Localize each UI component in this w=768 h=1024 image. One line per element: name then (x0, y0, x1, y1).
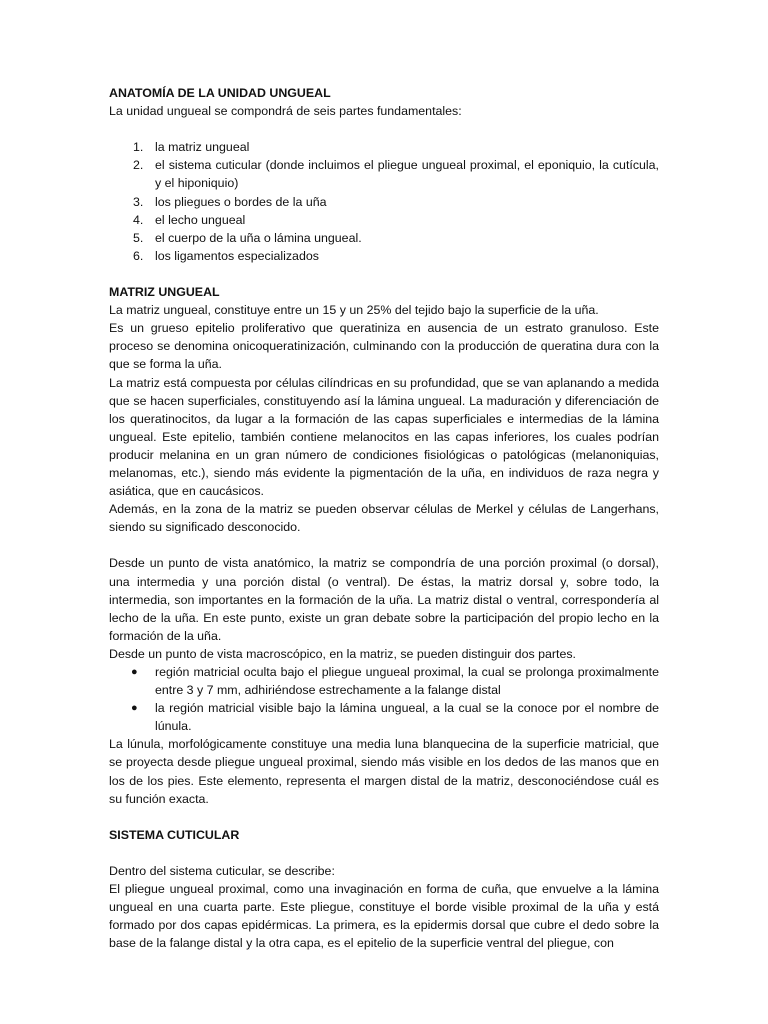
list-item-text: el sistema cuticular (donde incluimos el pliegue ungueal proximal, el eponiquio, la cutícula, y el hiponiquio) (155, 158, 659, 191)
paragraph: Dentro del sistema cuticular, se describe: (109, 864, 335, 879)
section-heading-cuticular: SISTEMA CUTICULAR (109, 827, 240, 842)
list-number: 3. (133, 194, 144, 209)
list-item (109, 699, 659, 735)
list-number: 6. (133, 248, 144, 263)
list-number: 2. (133, 158, 144, 173)
list-item (109, 138, 659, 156)
spacer (109, 120, 659, 138)
list-item-text: el lecho ungueal (155, 212, 246, 227)
list-item (109, 247, 659, 265)
paragraph: La matriz está compuesta por células cilíndricas en su profundidad, que se van aplanando a medida que se hacen superficiales, constituyendo así la lámina ungueal. La maduración y diferenciación de los queratinocitos, da lugar a la formación de las capas superficiales e intermedias de la lámina ungueal. Este epitelio, también contiene melanocitos en las capas inferiores, los cuales podrían producir melanina en un gran número de condiciones fisiológicas o patológicas (melanoniquias, melanomas, etc.), siendo más evidente la pigmentación de la uña, en individuos de raza negra y asiática, que en caucásicos. (109, 375, 659, 499)
section-heading-matriz: MATRIZ UNGUEAL (109, 285, 220, 300)
bullet-icon: ● (131, 666, 138, 678)
list-item (109, 229, 659, 247)
list-item (109, 663, 659, 699)
paragraph: El pliegue ungueal proximal, como una invaginación en forma de cuña, que envuelve a la lámina ungueal en una cuarta parte. Este pliegue, constituye el borde visible proximal de la uña y está formado por dos capas epidérmicas. La primera, es la epidermis dorsal que cubre el dedo sobre la base de la falange distal y la otra capa, es el epitelio de la superficie ventral del pliegue, con (109, 882, 659, 951)
paragraph: Desde un punto de vista anatómico, la matriz se compondría de una porción proximal (o dorsal), una intermedia y una porción distal (o ventral). De éstas, la matriz dorsal y, sobre todo, la intermedia, son importantes en la formación de la uña. La matriz distal o ventral, correspondería al lecho de la uña. En este punto, existe un gran debate sobre la participación del propio lecho en la formación de la uña. (109, 556, 659, 643)
list-number: 4. (133, 212, 144, 227)
list-item-text: los ligamentos especializados (155, 248, 319, 263)
paragraph: La lúnula, morfológicamente constituye una media luna blanquecina de la superficie matricial, que se proyecta desde pliegue ungueal proximal, siendo más visible en los dedos de las manos que en los de los pies. Este elemento, representa el margen distal de la matriz, desconociéndose cuál es su función exacta. (109, 737, 659, 806)
list-item-text: los pliegues o bordes de la uña (155, 194, 327, 209)
intro-text: La unidad ungueal se compondrá de seis partes fundamentales: (109, 104, 462, 119)
paragraph: Desde un punto de vista macroscópico, en la matriz, se pueden distinguir dos partes. (109, 646, 576, 661)
section-heading-anatomia: ANATOMÍA DE LA UNIDAD UNGUEAL (109, 86, 331, 100)
list-number: 1. (133, 140, 144, 155)
list-number: 5. (133, 230, 144, 245)
paragraph: La matriz ungueal, constituye entre un 15 y un 25% del tejido bajo la superficie de la uña. (109, 303, 599, 318)
regions-list (109, 663, 659, 735)
list-item-text: la matriz ungueal (155, 140, 250, 155)
list-item (109, 156, 659, 192)
spacer (109, 808, 659, 826)
list-item-text: región matricial oculta bajo el pliegue ungueal proximal, la cual se prolonga proximalmente entre 3 y 7 mm, adhiriéndose estrechamente a la falange distal (155, 665, 659, 698)
parts-list (109, 138, 659, 265)
spacer (109, 265, 659, 283)
spacer (109, 844, 659, 862)
list-item-text: el cuerpo de la uña o lámina ungueal. (155, 230, 362, 245)
paragraph: Además, en la zona de la matriz se pueden observar células de Merkel y células de Langerhans, siendo su significado desconocido. (109, 502, 659, 535)
list-item (109, 211, 659, 229)
list-item-text: la región matricial visible bajo la lámina ungueal, a la cual se la conoce por el nombre de lúnula. (155, 701, 659, 734)
document-body (109, 84, 659, 953)
spacer (109, 536, 659, 554)
paragraph: Es un grueso epitelio proliferativo que queratiniza en ausencia de un estrato granuloso. Este proceso se denomina onicoqueratinización, culminando con la producción de queratina dura con la que se forma la uña. (109, 321, 659, 372)
bullet-icon: ● (131, 702, 138, 715)
list-item (109, 193, 659, 211)
